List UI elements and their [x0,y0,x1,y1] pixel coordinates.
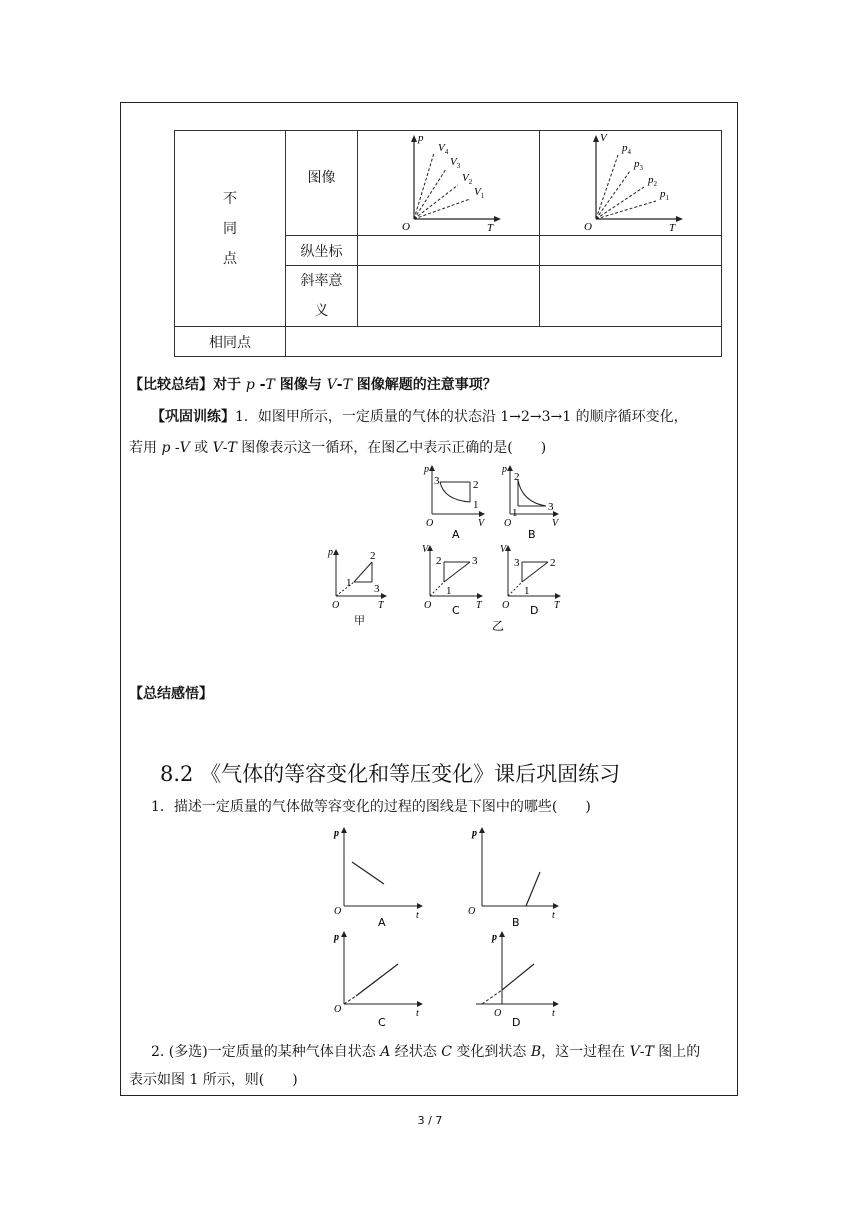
q1a-o: O [334,906,342,917]
pt-line-v4: $V_4$ [438,142,449,156]
same-points-cell [286,327,722,357]
q1d-label: D [512,1016,521,1029]
q2-a: 2. (多选)一定质量的某种气体自状态 [151,1044,381,1060]
b-pt1: 1 [512,507,518,519]
consolidate-line2 [129,437,546,457]
pt-y-label: p [418,132,424,144]
page-number: 3 / 7 [417,1114,443,1127]
consolidate-line1 [151,406,688,426]
compare-summary-tag: 【比较总结】 [129,377,213,393]
q2-vb: B [530,1044,542,1060]
summary-reflection: 【总结感悟】 [129,686,213,702]
b-x: V [552,518,559,529]
fig-yi-d [500,544,561,617]
q1b-label: B [512,916,520,929]
c2-v1: p [161,440,171,456]
q1b-o: O [468,906,476,917]
pt-x-label: T [487,222,494,231]
c-pt3: 3 [472,555,478,567]
c2-v3: V [212,440,223,456]
cs-t3: 图像与 [274,377,327,393]
vt-isobar-graph [540,131,721,231]
q2-b: 经状态 [390,1044,442,1060]
diff-char-2: 同 [223,220,237,237]
d-pt3: 3 [514,557,520,569]
image-label: 图像 [286,131,358,236]
c-pt2: 2 [436,555,442,567]
c2-v2: V [179,440,190,456]
c-y: V [422,544,429,555]
pt-origin: O [402,221,410,231]
b-o: O [504,518,512,529]
cs-v3: V [326,377,337,393]
cycle-figures [320,462,570,632]
jia-x: T [378,600,384,611]
pt-line-v1: $V_1$ [474,186,485,200]
slope-cell-1 [358,266,540,327]
jia-y: p [328,547,333,558]
q2-vv: V [629,1044,640,1060]
c2-e: 图像表示这一循环，在图乙中表示正确的是( ) [236,440,547,456]
a-o: O [426,518,434,529]
q1a-x: t [416,910,419,921]
slope-meaning-label [286,266,358,327]
fig-yi-c [422,544,483,617]
fig-yi-b [501,464,560,541]
cs-v2: T [265,377,275,393]
pt-graph-cell [358,131,540,236]
q1-fig-a [333,827,423,929]
pt-line-v3: $V_3$ [450,156,461,170]
vt-line-p3: $p_3$ [634,158,643,172]
q1a-y: p [334,828,339,839]
c-x: T [476,600,482,611]
comparison-table [174,130,722,357]
q2-line1 [151,1041,700,1061]
section-title: 8.2 《气体的等容变化和等压变化》课后巩固练习 [160,762,621,786]
ordinate-cell-1 [358,236,540,266]
slope-label-line1: 斜率意 [300,273,343,289]
c2-v4: T [227,440,237,456]
b-pt2: 2 [514,471,520,483]
ordinate-cell-2 [540,236,722,266]
q1-fig-b [468,827,559,929]
vt-origin: O [584,221,592,231]
c-label: C [452,604,460,617]
jia-o: O [332,600,340,611]
q2-vt: T [644,1044,654,1060]
q2-e: - [639,1044,645,1060]
q1b-y: p [472,828,477,839]
diff-points-cell [175,131,286,327]
vt-x-label: T [669,222,676,231]
jia-pt2: 2 [370,550,376,562]
a-x: V [478,518,485,529]
yi-caption: 乙 [492,619,505,632]
d-pt1: 1 [524,585,530,597]
q1a-label: A [378,916,386,929]
q1-figures [326,822,566,1034]
c2-d: - [222,440,228,456]
q1c-label: C [378,1016,386,1029]
q2-d: ，这一过程在 [541,1044,630,1060]
q2-f: 图上的 [653,1044,701,1060]
same-points-label: 相同点 [175,327,286,357]
q1-fig-d [476,931,559,1029]
jia-pt1: 1 [346,577,352,589]
diff-char-3: 点 [223,250,237,267]
vt-line-p2: $p_2$ [648,174,657,188]
vt-graph-cell [540,131,722,236]
c2-a: 若用 [129,440,162,456]
cs-t4: - [336,377,343,393]
consolidate-text1: 1．如图甲所示，一定质量的气体的状态沿 1→2→3→1 的顺序循环变化， [235,409,688,425]
a-label: A [452,528,460,541]
q1-fig-c [333,931,423,1029]
consolidate-tag: 【巩固训练】 [151,409,235,425]
q1-text: 1．描述一定质量的气体做等容变化的过程的图线是下图中的哪些( ) [151,799,591,815]
q2-vc: C [441,1044,452,1060]
a-pt2: 2 [473,479,479,491]
d-y: V [500,544,507,555]
vt-y-label: V [600,132,607,144]
cs-t2: - [254,377,266,393]
c2-b: - [170,440,180,456]
q1c-o: O [334,1004,342,1015]
d-o: O [502,600,510,611]
a-pt1: 1 [473,499,479,511]
diff-char-1: 不 [223,190,237,207]
slope-cell-2 [540,266,722,327]
q1c-x: t [416,1008,419,1019]
c2-c: 或 [189,440,213,456]
a-y: p [424,464,429,475]
c-pt1: 1 [446,585,452,597]
d-label: D [530,604,539,617]
vt-line-p4: $p_4$ [622,142,631,156]
q1c-y: p [334,932,339,943]
q2-line2: 表示如图 1 所示，则( ) [129,1072,298,1088]
ordinate-label: 纵坐标 [286,236,358,266]
a-pt3: 3 [434,475,440,487]
q1b-x: t [552,910,555,921]
q1d-y: p [492,932,497,943]
pt-line-v2: $V_2$ [462,172,473,186]
cs-v4: T [342,377,352,393]
b-pt3: 3 [548,501,554,513]
jia-pt3: 3 [374,583,380,595]
q2-c: 变化到状态 [451,1044,531,1060]
q2-va: A [380,1044,391,1060]
fig-yi-a [423,464,486,541]
slope-label-line2: 义 [314,303,329,319]
cs-t1: 对于 [213,377,246,393]
c-o: O [424,600,432,611]
vt-line-p1: $p_1$ [660,188,669,202]
b-label: B [528,528,536,541]
pt-isochore-graph [358,131,539,231]
b-y: p [502,464,507,475]
d-pt2: 2 [550,557,556,569]
jia-caption: 甲 [354,614,365,627]
compare-summary [129,374,497,394]
q1d-o: O [494,1008,502,1019]
cs-t5: 图像解题的注意事项？ [351,377,497,393]
cs-v1: p [245,377,255,393]
d-x: T [554,600,560,611]
fig-jia [327,547,387,627]
q1d-x: t [552,1008,555,1019]
